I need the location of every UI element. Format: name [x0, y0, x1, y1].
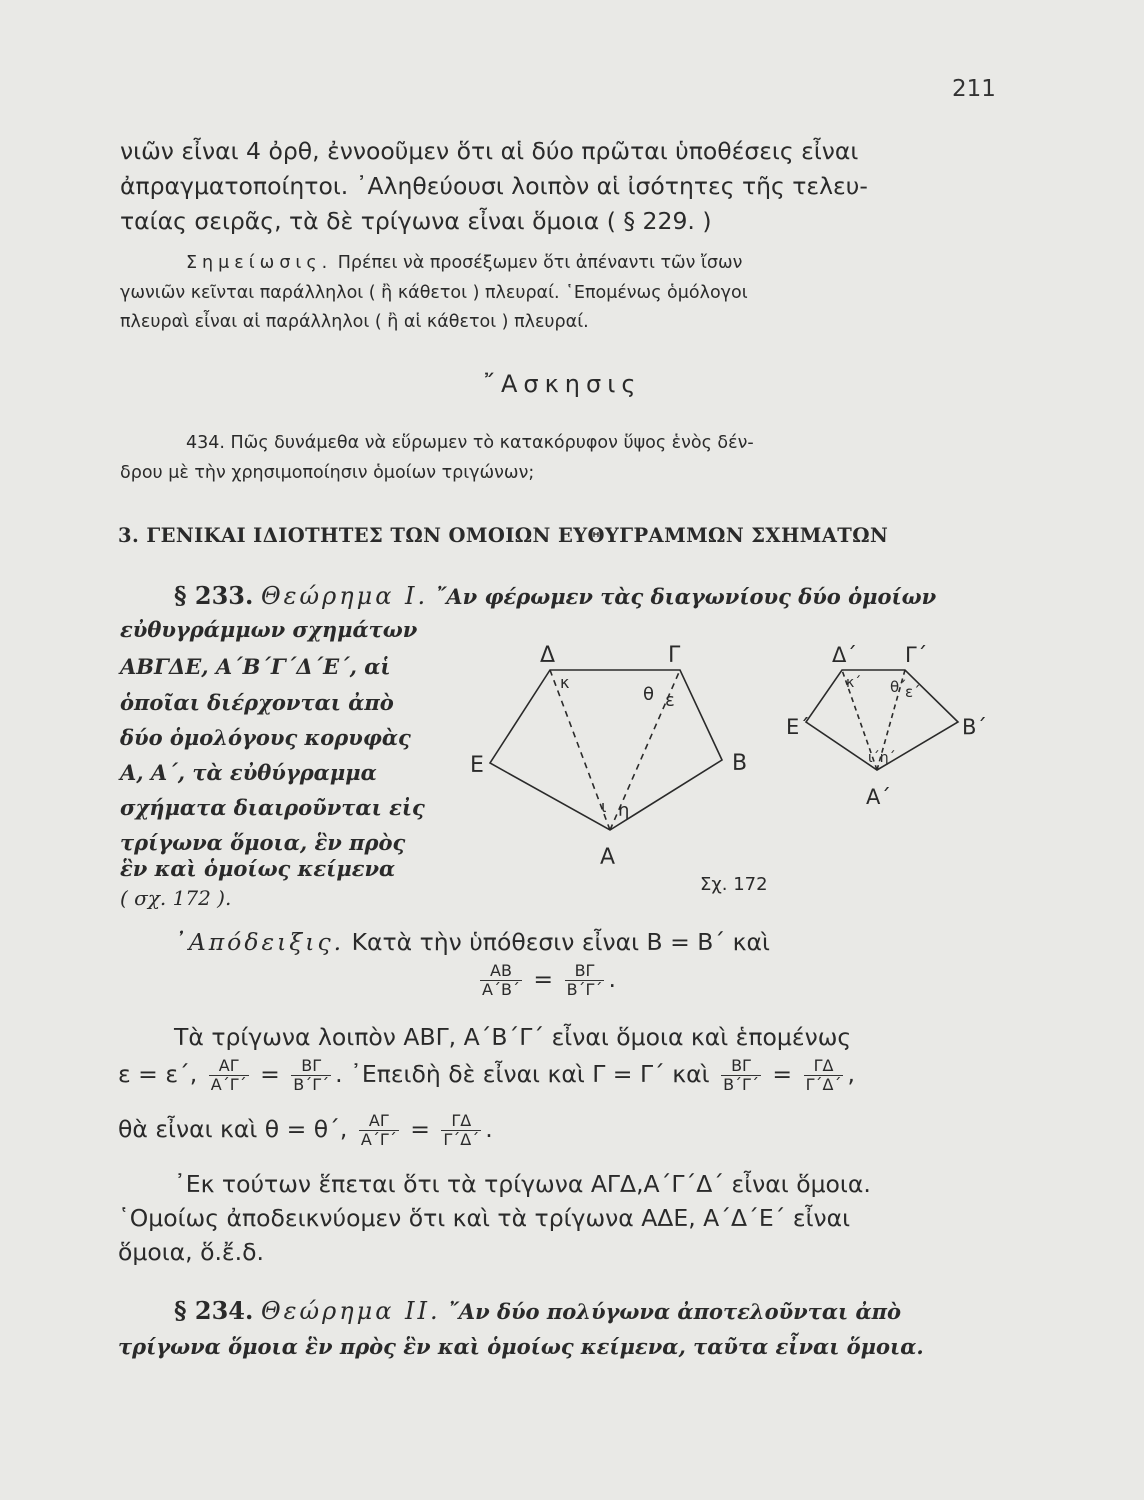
- label-B: Β: [732, 751, 748, 776]
- proof-fraction-line-2: ε = ε΄, $\frac{A\Gamma}{A΄\Gamma΄}$ = $\frac{B\Gamma}{B΄\Gamma΄}$ . ᾿Επειδὴ δὲ εἶναι καὶ Γ = Γ΄ καὶ $\frac{B\Gamma}{B΄\Gamma΄}$ = $\frac{\Gamma\Delta}{\Gamma΄\Delta΄}$ ,: [118, 1056, 855, 1094]
- theorem-2-line: τρίγωνα ὅμοια ἓν πρὸς ἓν καὶ ὁμοίως κείμενα, ταῦτα εἶναι ὅμοια.: [118, 1334, 924, 1359]
- exercise-heading: ῎Ασκησις: [483, 370, 642, 398]
- angle-k: κ: [560, 673, 570, 692]
- note-line: γωνιῶν κεῖνται παράλληλοι ( ἢ κάθετοι ) πλευραί. ῾Επομένως ὁμόλογοι: [120, 283, 748, 303]
- label-A1: Α΄: [866, 785, 891, 809]
- theorem-1-label: Θεώρημα Ι.: [261, 582, 429, 610]
- label-E: Ε: [470, 753, 484, 778]
- note-line: πλευραὶ εἶναι αἱ παράλληλοι ( ἢ αἱ κάθετοι ) πλευραί.: [120, 312, 589, 332]
- theorem-1-line: ΑΒΓΔΕ, Α΄Β΄Γ΄Δ΄Ε΄, αἱ: [120, 654, 391, 679]
- theorem-1-line: Α, Α΄, τὰ εὐθύγραμμα: [120, 760, 377, 785]
- theorem-1-number: § 233.: [174, 581, 254, 610]
- section-heading: 3. ΓΕΝΙΚΑΙ ΙΔΙΟΤΗΤΕΣ ΤΩΝ ΟΜΟΙΩΝ ΕΥΘΥΓΡΑΜΜΩΝ ΣΧΗΜΑΤΩΝ: [118, 524, 889, 547]
- intro-line: ἀπραγματοποίητοι. ᾿Αληθεύουσι λοιπὸν αἱ ἰσότητες τῆς τελευ-: [120, 172, 868, 200]
- fraction: $\frac{AB}{A΄B΄}$: [482, 961, 520, 999]
- theorem-1-line: ὁποῖαι διέρχονται ἀπὸ: [120, 690, 394, 715]
- proof-text: Κατὰ τὴν ὑπόθεσιν εἶναι Β = Β΄ καὶ: [351, 928, 770, 956]
- angle-k1: κ΄: [846, 675, 862, 691]
- angle-th1: θ΄: [890, 678, 907, 696]
- page-number: 211: [952, 76, 996, 102]
- theorem-1-line: εὐθυγράμμων σχημάτων: [120, 617, 418, 642]
- angle-i: ι: [601, 797, 607, 816]
- theorem-1-line: ἓν καὶ ὁμοίως κείμενα: [120, 856, 396, 881]
- proof-line: ὅμοια, ὅ.ἔ.δ.: [118, 1238, 264, 1266]
- fraction: $\frac{A\Gamma}{A΄\Gamma΄}$: [210, 1056, 247, 1094]
- theorem-1-line: σχήματα διαιροῦνται εἰς: [120, 795, 425, 820]
- note-text: Πρέπει νὰ προσέξωμεν ὅτι ἀπέναντι τῶν ἴσων: [337, 253, 743, 273]
- proof-line: ῾Ομοίως ἀποδεικνύομεν ὅτι καὶ τὰ τρίγωνα ΑΔΕ, Α΄Δ΄Ε΄ εἶναι: [118, 1204, 851, 1232]
- angle-e1: ε΄: [905, 683, 921, 701]
- exercise-line: 434. Πῶς δυνάμεθα νὰ εὕρωμεν τὸ κατακόρυφον ὕψος ἑνὸς δέν-: [186, 433, 754, 453]
- theorem-1-figure-ref: ( σχ. 172 ).: [120, 886, 232, 910]
- label-G: Γ: [668, 643, 681, 668]
- theorem-1-line: δύο ὁμολόγους κορυφὰς: [120, 725, 411, 750]
- label-E1: Ε΄: [786, 715, 810, 739]
- theorem-2-label: Θεώρημα ΙΙ.: [261, 1297, 441, 1325]
- label-D: Δ: [540, 643, 556, 668]
- note-label: Σημείωσις.: [186, 253, 333, 273]
- label-B1: Β΄: [962, 715, 987, 739]
- proof-line: Τὰ τρίγωνα λοιπὸν ΑΒΓ, Α΄Β΄Γ΄ εἶναι ὅμοια καὶ ἑπομένως: [174, 1023, 852, 1051]
- fraction: $\frac{\Gamma\Delta}{\Gamma΄\Delta΄}$: [805, 1056, 842, 1094]
- theorem-1-first-line: [174, 581, 936, 610]
- note-line-1: [186, 253, 742, 273]
- fraction: $\frac{B\Gamma}{B΄\Gamma΄}$: [723, 1056, 759, 1094]
- proof-line-1: [174, 928, 770, 956]
- theorem-2-first-line: [174, 1296, 901, 1325]
- fraction: $\frac{A\Gamma}{A΄\Gamma΄}$: [360, 1111, 397, 1149]
- intro-line: ταίας σειρᾶς, τὰ δὲ τρίγωνα εἶναι ὅμοια ( § 229. ): [120, 207, 712, 235]
- theorem-1-line: τρίγωνα ὅμοια, ἓν πρὸς: [120, 830, 406, 855]
- proof-fraction-line-3: θὰ εἶναι καὶ θ = θ΄, $\frac{A\Gamma}{A΄\Gamma΄}$ = $\frac{\Gamma\Delta}{\Gamma΄\Delta΄}$ .: [118, 1111, 493, 1149]
- fraction: $\frac{\Gamma\Delta}{\Gamma΄\Delta΄}$: [443, 1111, 480, 1149]
- theorem-2-statement: ῎Αν δύο πολύγωνα ἀποτελοῦνται ἀπὸ: [448, 1299, 902, 1324]
- angle-h: η: [618, 800, 630, 821]
- fraction: $\frac{B\Gamma}{B΄\Gamma΄}$: [293, 1056, 330, 1094]
- label-A: Α: [600, 845, 616, 870]
- figure-caption: Σχ. 172: [700, 874, 768, 895]
- figure-172: [460, 630, 1020, 905]
- label-G1: Γ΄: [905, 643, 928, 667]
- theorem-2-number: § 234.: [174, 1296, 254, 1325]
- theorem-1-statement: ῎Αν φέρωμεν τὰς διαγωνίους δύο ὁμοίων: [435, 584, 937, 609]
- label-D1: Δ΄: [832, 643, 857, 667]
- angle-ih1: ι΄η΄: [868, 750, 896, 766]
- intro-line: νιῶν εἶναι 4 ὀρθ, ἐννοοῦμεν ὅτι αἱ δύο πρῶται ὑποθέσεις εἶναι: [120, 137, 859, 165]
- fraction: $\frac{B\Gamma}{B΄\Gamma΄}$: [566, 961, 603, 999]
- proof-label: ᾿Απόδειξις.: [174, 928, 345, 956]
- angle-e: ε: [665, 690, 675, 711]
- angle-th: θ: [643, 684, 655, 705]
- proof-line: ᾿Εκ τούτων ἕπεται ὅτι τὰ τρίγωνα ΑΓΔ,Α΄Γ΄Δ΄ εἶναι ὅμοια.: [174, 1170, 871, 1198]
- proof-fraction-line-1: $\frac{AB}{A΄B΄}$ = $\frac{B\Gamma}{B΄\Gamma΄}$ .: [482, 961, 616, 999]
- exercise-line: δρου μὲ τὴν χρησιμοποίησιν ὁμοίων τριγώνων;: [120, 463, 535, 483]
